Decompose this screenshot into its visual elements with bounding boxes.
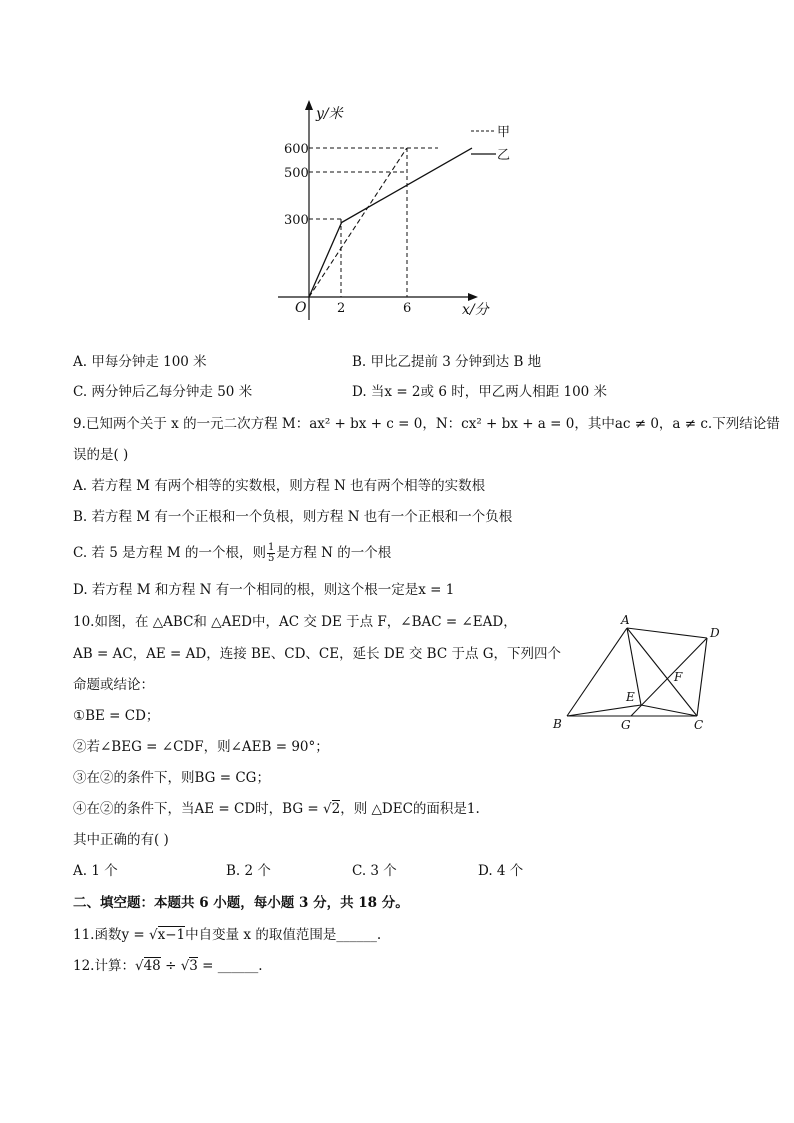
legend-yi-label: 乙 bbox=[497, 148, 511, 163]
q9-c-fraction bbox=[267, 543, 275, 564]
point-F: F bbox=[674, 670, 683, 684]
x-axis-arrow bbox=[468, 293, 478, 301]
q8-option-b: B. 甲比乙提前 3 分钟到达 B 地 bbox=[352, 354, 542, 370]
q12-sqrt-1: √48 bbox=[134, 958, 161, 974]
seg-BE bbox=[567, 705, 641, 716]
q10-statement-2: ②若∠BEG = ∠CDF，则∠AEB = 90°； bbox=[73, 739, 329, 755]
q10-option-b: B. 2 个 bbox=[226, 863, 271, 879]
q10-statement-3: ③在②的条件下，则BG = CG； bbox=[73, 770, 270, 786]
q8-option-d: D. 当x = 2或 6 时，甲乙两人相距 100 米 bbox=[352, 384, 608, 400]
legend-jia-label: 甲 bbox=[497, 125, 511, 140]
y-axis-arrow bbox=[305, 100, 313, 110]
seg-DC bbox=[697, 638, 707, 716]
seg-DG bbox=[631, 638, 707, 716]
q9-c-frac-den: 5 bbox=[268, 553, 275, 564]
q9-stem-line2: 误的是( ) bbox=[73, 447, 129, 463]
q10-statement-1: ①BE = CD； bbox=[73, 708, 160, 724]
series-yi-line bbox=[309, 148, 472, 297]
q10-option-d: D. 4 个 bbox=[478, 863, 524, 879]
y-axis-label: y/米 bbox=[316, 106, 343, 122]
q8-option-c: C. 两分钟后乙每分钟走 50 米 bbox=[73, 384, 253, 400]
q11-sqrt: √x−1 bbox=[149, 927, 186, 943]
q11 bbox=[73, 926, 381, 944]
q9-option-c bbox=[73, 543, 391, 564]
origin-label: O bbox=[295, 300, 307, 316]
x-tick-2: 2 bbox=[337, 301, 346, 316]
q10-line1: 10.如图，在 △ABC和 △AED中，AC 交 DE 于点 F，∠BAC = ∠EAD， bbox=[73, 614, 517, 630]
x-tick-6: 6 bbox=[403, 301, 412, 316]
q12 bbox=[73, 957, 263, 975]
q12-after: = ______. bbox=[197, 958, 263, 974]
point-B: B bbox=[553, 717, 562, 731]
seg-EC bbox=[641, 705, 697, 716]
q10-s4-before: ④在②的条件下，当AE = CD时，BG = bbox=[73, 801, 324, 817]
q10-statement-4 bbox=[73, 800, 480, 818]
seg-AB bbox=[567, 628, 627, 716]
q12-mid: ÷ bbox=[160, 958, 181, 974]
point-E: E bbox=[626, 690, 635, 704]
q10-line2: AB = AC，AE = AD，连接 BE、CD、CE，延长 DE 交 BC 于点 G，下列四个 bbox=[73, 646, 562, 662]
q9-stem-line1: 9.已知两个关于 x 的一元二次方程 M：ax² + bx + c = 0，N：cx² + bx + a = 0，其中ac ≠ 0，a ≠ c.下列结论错 bbox=[73, 416, 780, 432]
point-C: C bbox=[694, 718, 704, 732]
q8-option-a: A. 甲每分钟走 100 米 bbox=[73, 354, 207, 370]
q10-s4-after: ，则 △DEC的面积是1. bbox=[340, 801, 480, 817]
q10-geometry-figure bbox=[545, 610, 745, 740]
y-tick-500: 500 bbox=[284, 166, 309, 181]
section2-heading: 二、填空题：本题共 6 小题，每小题 3 分，共 18 分。 bbox=[73, 895, 409, 911]
seg-AC bbox=[627, 628, 697, 716]
q11-after: 中自变量 x 的取值范围是______. bbox=[185, 927, 382, 943]
q10-prompt: 其中正确的有( ) bbox=[73, 832, 169, 848]
q11-before: 11.函数y = bbox=[73, 927, 149, 943]
y-tick-600: 600 bbox=[284, 142, 309, 157]
point-G: G bbox=[621, 718, 631, 732]
q10-option-c: C. 3 个 bbox=[352, 863, 397, 879]
q12-sqrt-2: √3 bbox=[180, 958, 198, 974]
q9-c-frac-num: 1 bbox=[268, 542, 275, 553]
series-jia-line bbox=[309, 148, 407, 297]
q10-s4-sqrt: √2 bbox=[323, 801, 341, 817]
point-D: D bbox=[710, 626, 720, 640]
q10-line3: 命题或结论： bbox=[73, 677, 154, 693]
q12-before: 12.计算： bbox=[73, 958, 135, 974]
q10-s4-radicand: 2 bbox=[331, 801, 341, 817]
q9-option-d: D. 若方程 M 和方程 N 有一个相同的根，则这个根一定是x = 1 bbox=[73, 582, 455, 598]
y-tick-300: 300 bbox=[284, 213, 309, 228]
x-axis-label: x/分 bbox=[462, 302, 489, 318]
q9-option-a: A. 若方程 M 有两个相等的实数根，则方程 N 也有两个相等的实数根 bbox=[73, 478, 486, 494]
q9-c-before: C. 若 5 是方程 M 的一个根，则 bbox=[73, 545, 267, 561]
point-A: A bbox=[621, 613, 630, 627]
q12-radicand-1: 48 bbox=[143, 958, 161, 974]
distance-time-graph bbox=[0, 0, 794, 340]
q10-option-a: A. 1 个 bbox=[73, 863, 118, 879]
q11-radicand: x−1 bbox=[157, 927, 186, 943]
seg-AD bbox=[627, 628, 707, 638]
q9-c-after: 是方程 N 的一个根 bbox=[276, 545, 392, 561]
q9-option-b: B. 若方程 M 有一个正根和一个负根，则方程 N 也有一个正根和一个负根 bbox=[73, 509, 513, 525]
q12-radicand-2: 3 bbox=[189, 958, 198, 974]
